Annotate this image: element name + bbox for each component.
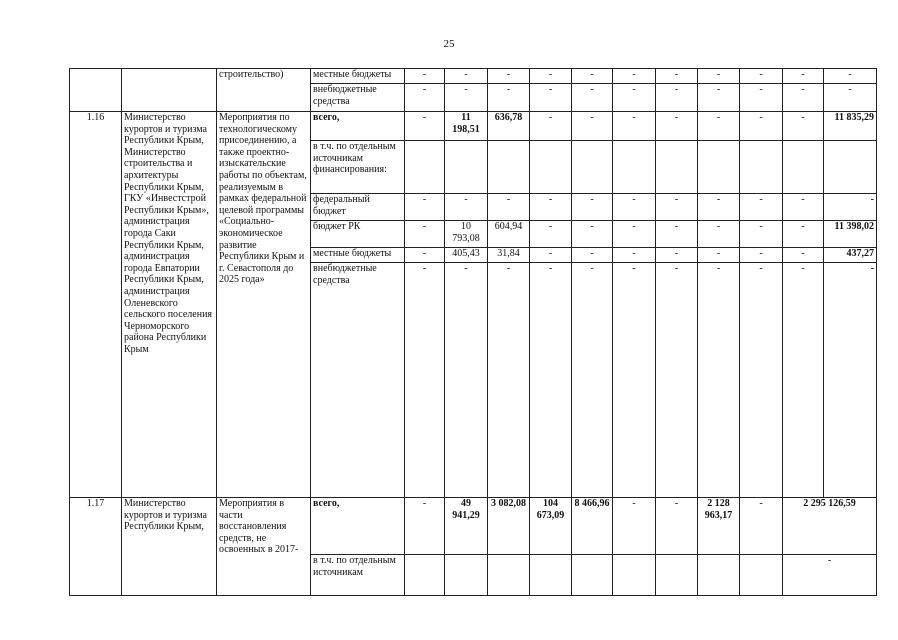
value-cell: - [740,221,783,248]
value-cell [698,141,740,194]
value-cell: - [656,498,698,555]
value-cell: 31,84 [488,248,530,263]
value-cell: - [783,69,824,84]
value-cell: - [698,248,740,263]
value-cell: - [698,69,740,84]
value-cell: - [740,112,783,141]
value-cell: 104 673,09 [530,498,572,555]
value-cell: - [445,69,488,84]
value-cell: - [656,194,698,221]
value-cell: - [613,84,656,112]
value-cell: - [698,263,740,498]
value-cell: - [740,84,783,112]
value-cell: - [656,69,698,84]
source-cell: федеральный бюджет [311,194,405,221]
value-cell: - [405,194,445,221]
value-cell: - [783,194,824,221]
value-cell: - [488,69,530,84]
value-cell: - [613,112,656,141]
value-cell [740,555,783,596]
value-cell: - [740,248,783,263]
value-cell: - [572,69,613,84]
value-cell: - [530,112,572,141]
source-cell: в т.ч. по отдельным источникам финансирования: [311,141,405,194]
value-cell: - [405,221,445,248]
value-cell: - [405,84,445,112]
action-cell: Мероприятия в части восстановления средств, не освоенных в 2017- [217,498,311,596]
value-cell: - [740,194,783,221]
item-index: 1.16 [70,112,122,498]
source-cell: внебюджетные средства [311,263,405,498]
value-cell: - [530,263,572,498]
value-cell [656,141,698,194]
value-cell: 604,94 [488,221,530,248]
total-cell: 2 295 126,59 [783,498,877,555]
value-cell: - [530,221,572,248]
value-cell [530,141,572,194]
value-cell: - [740,263,783,498]
executor-cell: Министерство курортов и туризма Республики Крым, Министерство строительства и архитектуры Республики Крым, ГКУ «Инвестстрой Республики Крым», администрация города Саки Республики Крым, администрация города Евпатории Республики Крым, администрация Оленевского сельского поселения Черноморского района Республики Крым [122,112,217,498]
value-cell: 405,43 [445,248,488,263]
value-cell: - [698,112,740,141]
value-cell: - [488,194,530,221]
value-cell: - [572,194,613,221]
value-cell: - [740,498,783,555]
value-cell: 11 198,51 [445,112,488,141]
value-cell: 10 793,08 [445,221,488,248]
total-cell [824,141,877,194]
value-cell: - [656,112,698,141]
value-cell: - [405,112,445,141]
value-cell: - [405,498,445,555]
item-index: 1.17 [70,498,122,596]
value-cell [740,141,783,194]
total-cell: 437,27 [824,248,877,263]
action-cell: строительство) [217,69,311,112]
value-cell: - [824,84,877,112]
value-cell: - [572,248,613,263]
source-cell: внебюджетные средства [311,84,405,112]
source-cell: местные бюджеты [311,248,405,263]
value-cell: - [698,221,740,248]
value-cell: - [783,263,824,498]
table-row [70,69,877,84]
table-row [70,498,877,555]
value-cell: - [405,263,445,498]
value-cell [445,555,488,596]
value-cell: 2 128 963,17 [698,498,740,555]
value-cell: - [530,69,572,84]
value-cell: - [656,248,698,263]
value-cell: - [783,248,824,263]
value-cell: - [405,248,445,263]
value-cell: 636,78 [488,112,530,141]
value-cell [613,141,656,194]
value-cell [405,141,445,194]
value-cell: - [445,263,488,498]
executor-cell: Министерство курортов и туризма Республики Крым, [122,498,217,596]
value-cell: - [698,194,740,221]
value-cell: - [530,194,572,221]
executor-cell [122,69,217,112]
source-cell: всего, [311,112,405,141]
total-cell: - [824,263,877,498]
total-cell: 11 835,29 [824,112,877,141]
value-cell [698,555,740,596]
value-cell [656,555,698,596]
source-cell: местные бюджеты [311,69,405,84]
value-cell: - [445,194,488,221]
value-cell: - [405,69,445,84]
value-cell [572,555,613,596]
value-cell: - [783,221,824,248]
source-cell: в т.ч. по отдельным источникам [311,555,405,596]
source-cell: бюджет РК [311,221,405,248]
value-cell: - [613,263,656,498]
value-cell: - [572,84,613,112]
value-cell: - [530,84,572,112]
index-cell [70,69,122,112]
value-cell [488,141,530,194]
table-row [70,112,877,141]
value-cell: - [783,84,824,112]
budget-table [69,68,877,596]
value-cell: - [613,498,656,555]
value-cell [783,141,824,194]
value-cell: - [656,84,698,112]
value-cell: - [824,69,877,84]
total-cell: 11 398,02 [824,221,877,248]
action-cell: Мероприятия по технологическому присоединению, а также проектно-изыскательские работы по объектам, реализуемым в рамках федеральной целевой программы «Социально-экономическое развитие Республики Крым и г. Севастополя до 2025 года» [217,112,311,498]
value-cell: - [613,194,656,221]
value-cell: - [572,263,613,498]
value-cell: - [445,84,488,112]
value-cell [530,555,572,596]
total-cell: - [783,555,877,596]
value-cell: - [656,263,698,498]
total-cell: - [824,194,877,221]
value-cell [405,555,445,596]
value-cell: - [698,84,740,112]
page-number: 25 [443,38,455,50]
value-cell: - [488,84,530,112]
value-cell: 49 941,29 [445,498,488,555]
value-cell: - [783,112,824,141]
value-cell: - [572,221,613,248]
value-cell [488,555,530,596]
value-cell: - [530,248,572,263]
value-cell [445,141,488,194]
value-cell [613,555,656,596]
value-cell: - [613,221,656,248]
value-cell: - [488,263,530,498]
value-cell: - [656,221,698,248]
value-cell [572,141,613,194]
value-cell: - [613,248,656,263]
value-cell: 3 082,08 [488,498,530,555]
value-cell: 8 466,96 [572,498,613,555]
value-cell: - [613,69,656,84]
value-cell: - [740,69,783,84]
source-cell: всего, [311,498,405,555]
value-cell: - [572,112,613,141]
